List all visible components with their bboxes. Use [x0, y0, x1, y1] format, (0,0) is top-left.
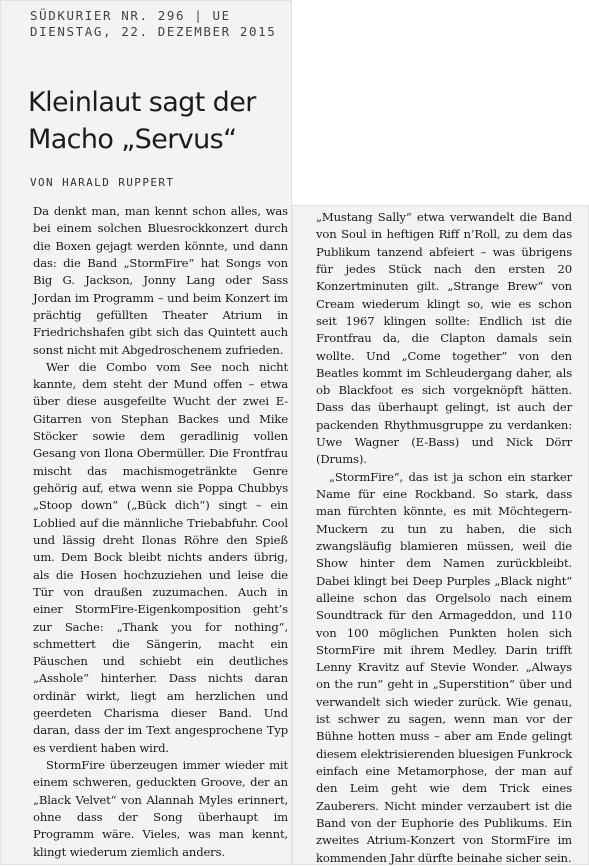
headline-line-2: Macho „Servus“ — [28, 124, 237, 155]
masthead-issue: SÜDKURIER NR. 296 | UE — [30, 8, 231, 23]
article-paragraph: StormFire überzeugen immer wieder mit einem schweren, geduckten Groove, der an „Black Velvet“ von Alannah Myles erinnert, ohne dass der Song überhaupt im Programm wäre. Vieles, was man kennt, klingt wiederum ziemlich anders. — [33, 758, 288, 859]
masthead — [30, 8, 276, 40]
article-paragraph: „Mustang Sally“ etwa verwandelt die Band von Soul in heftigen Riff n’Roll, zu dem das Publikum tanzend abfeiert – was übrigens für jedes Stück nach den ersten 20 Konzertminuten gilt. „Strange Brew“ von Cream wiederum klingt so, wie es schon seit 1967 klingen sollte: Endlich ist die Frontfrau da, die Clapton damals sein wollte. Und „Come together“ von den Beatles kommt im Schleudergang daher, als ob Blackfoot es sich vorgeknöpft hätten. Dass das überhaupt gelingt, ist auch der packenden Rhythmusgruppe zu verdanken: Uwe Wagner (E-Bass) und Nick Dörr (Drums). — [316, 210, 572, 467]
byline: VON HARALD RUPPERT — [30, 176, 175, 189]
masthead-date: DIENSTAG, 22. DEZEMBER 2015 — [30, 24, 277, 39]
article-paragraph: „StormFire“, das ist ja schon ein starker Name für eine Rockband. So stark, dass man fürchten könnte, es mit Möchtegern-Muckern zu tun zu haben, die sich zwangsläufig blamieren müssen, weil die Show hinter dem Namen zurückbleibt. Dabei klingt bei Deep Purples „Black night“ alleine schon das Orgelsolo nach einem Soundtrack für den Armageddon, und 110 von 100 möglichen Punkten holen sich StormFire mit ihrem Medley. Darin trifft Lenny Kravitz auf Stevie Wonder. „Always on the run“ geht in „Superstition“ über und verwandelt sich wieder zurück. Wie genau, ist schwer zu sagen, wenn man vor der Bühne hotten muss – aber am Ende gelingt diesem elektrisierenden bluesigen Funkrock einfach eine Metamorphose, der man auf den Leim geht wie dem Trick eines Zauberers. Nicht minder verzaubert ist die Band von der Euphorie des Publikums. Ein zweites Atrium-Konzert von StormFire im kommenden Jahr dürfte beinahe sicher sein. — [316, 469, 572, 865]
article-column-right — [316, 209, 572, 867]
headline — [28, 84, 288, 158]
article-paragraph: Wer die Combo vom See noch nicht kannte, dem steht der Mund offen – etwa über diese ausgefeilte Wucht der zwei E-Gitarren von Stephan Backes und Mike Stöcker sowie dem geradlinig vollen Gesang von Ilona Obermüller. Die Frontfrau mischt das machismogetränkte Genre gehörig auf, etwa wenn sie Poppa Chubbys „Stoop down“ („Bück dich“) singt – ein Loblied auf die männliche Triebabfuhr. Cool und lässig dreht Ilonas Röhre den Spieß um. Dem Bock bleibt nichts anders übrig, als die Hosen hochzuziehen und leise die Tür von draußen zuzumachen. Auch in einer StormFire-Eigenkomposition geht’s zur Sache: „Thank you for nothing“, schmettert die Sängerin, macht ein Päuschen und schiebt ein deutliches „Asshole“ hinterher. Dass nichts daran ordinär wirkt, liegt am herzlichen und geerdeten Charisma dieser Band. Und daran, dass der im Text angesprochene Typ es verdient haben wird. — [33, 359, 288, 755]
article-paragraph: Da denkt man, man kennt schon alles, was bei einem solchen Bluesrockkonzert durch die Boxen gejagt werden könnte, und dann das: die Band „StormFire“ hat Songs von Big G. Jackson, Jonny Lang oder Sass Jordan im Programm – und beim Konzert im prächtig gefüllten Theater Atrium in Friedrichshafen gibt sich das Quintett auch sonst nicht mit Abgedroschenem zufrieden. — [33, 204, 288, 357]
headline-line-1: Kleinlaut sagt der — [28, 87, 256, 118]
article-column-left — [33, 203, 288, 861]
